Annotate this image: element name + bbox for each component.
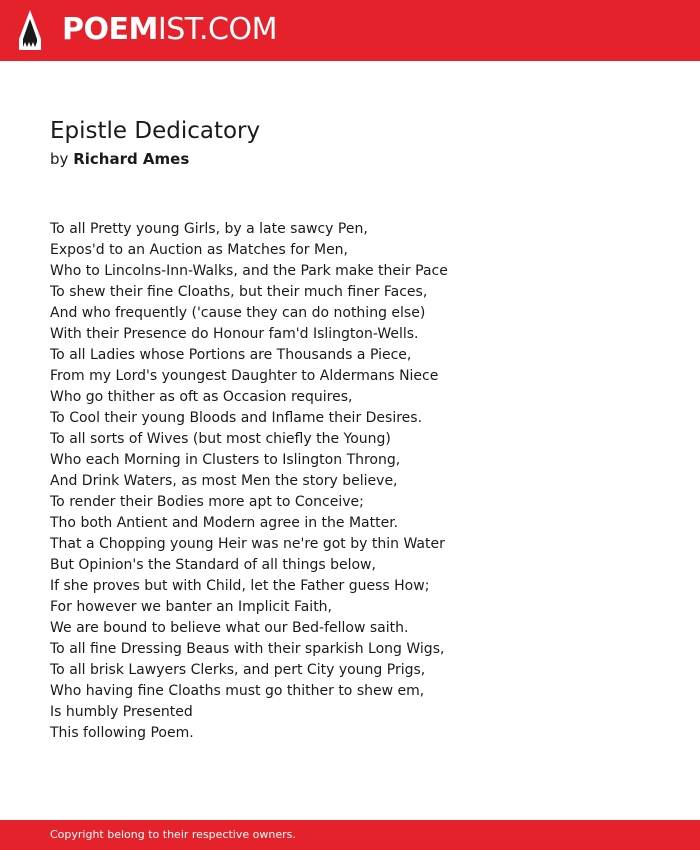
logo-text-light: IST.COM (157, 12, 277, 47)
poem-line: To all Pretty young Girls, by a late sawcy Pen, (50, 221, 368, 237)
poem-line: To shew their fine Cloaths, but their much finer Faces, (50, 284, 428, 300)
poem-line: If she proves but with Child, let the Father guess How; (50, 578, 430, 594)
logo-text-bold: POEM (62, 12, 158, 47)
site-header (0, 0, 700, 61)
poem-line: To render their Bodies more apt to Conceive; (50, 494, 364, 510)
poem-line: Who go thither as oft as Occasion requires, (50, 389, 353, 405)
poem-line: And who frequently ('cause they can do nothing else) (50, 305, 426, 321)
site-logo[interactable] (62, 12, 277, 48)
site-footer (0, 820, 700, 850)
poem-line: To all fine Dressing Beaus with their sparkish Long Wigs, (50, 641, 445, 657)
copyright-notice: Copyright belong to their respective owners. (50, 828, 296, 841)
poem-line: For however we banter an Implicit Faith, (50, 599, 333, 615)
poem-line: Is humbly Presented (50, 704, 193, 720)
poem-line: Who each Morning in Clusters to Islington Throng, (50, 452, 401, 468)
poem-title: Epistle Dedicatory (50, 118, 261, 144)
poem-line: That a Chopping young Heir was ne're got by thin Water (50, 536, 445, 552)
pencil-nib-icon[interactable] (18, 9, 42, 51)
poem-line: Expos'd to an Auction as Matches for Men, (50, 242, 348, 258)
poem-author: Richard Ames (73, 150, 190, 168)
poem-line: To all sorts of Wives (but most chiefly the Young) (50, 431, 391, 447)
poem-line: To all Ladies whose Portions are Thousands a Piece, (50, 347, 412, 363)
poem-line: But Opinion's the Standard of all things below, (50, 557, 376, 573)
poem-line: With their Presence do Honour fam'd Islington-Wells. (50, 326, 419, 342)
byline-label: by (50, 150, 69, 168)
poem-line: Who having fine Cloaths must go thither to shew em, (50, 683, 425, 699)
poem-line: This following Poem. (50, 725, 194, 741)
poem-line: We are bound to believe what our Bed-fellow saith. (50, 620, 409, 636)
poem-line: Who to Lincolns-Inn-Walks, and the Park make their Pace (50, 263, 448, 279)
poem-line: Tho both Antient and Modern agree in the Matter. (50, 515, 399, 531)
poem-line: And Drink Waters, as most Men the story believe, (50, 473, 398, 489)
poem-line: To Cool their young Bloods and Inflame their Desires. (50, 410, 423, 426)
poem-byline (50, 148, 189, 170)
poem-line: To all brisk Lawyers Clerks, and pert City young Prigs, (50, 662, 426, 678)
poem-body (50, 219, 448, 744)
poem-line: From my Lord's youngest Daughter to Aldermans Niece (50, 368, 439, 384)
